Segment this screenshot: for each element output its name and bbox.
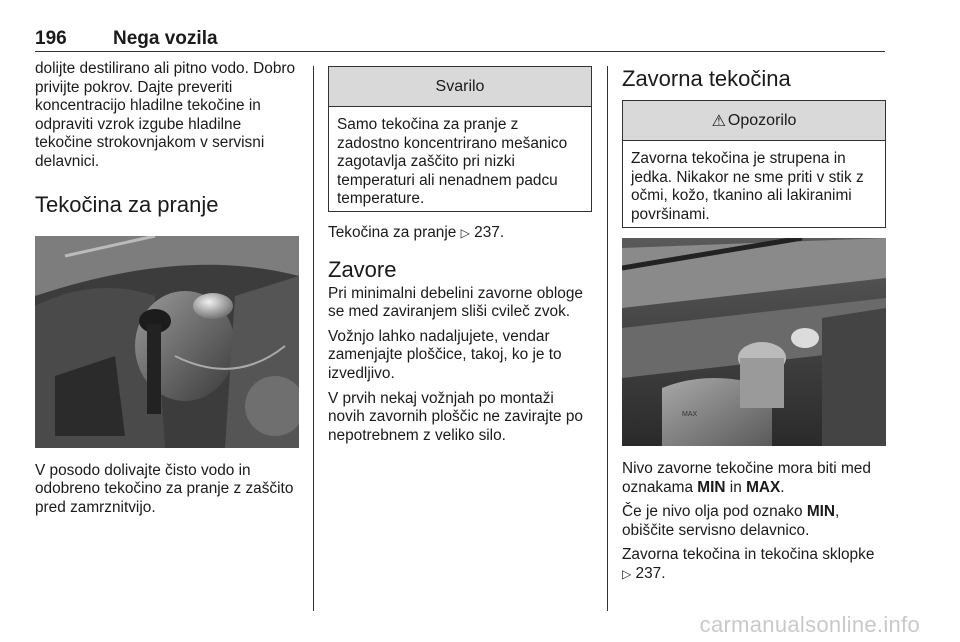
brake-fluid-low-text: Če je nivo olja pod oznako MIN, obiščite servisno delavnico.: [622, 503, 840, 539]
min-mark: MIN: [697, 478, 726, 496]
brakes-paragraph-1: Pri minimalni debelini zavorne obloge se med zaviranjem sliši cvileč zvok.: [328, 284, 583, 321]
max-mark: MAX: [746, 478, 781, 496]
washer-reservoir-photo: [35, 236, 299, 448]
brake-fluid-reference-page[interactable]: 237.: [635, 564, 666, 582]
column-divider-1: [313, 66, 314, 611]
watermark: carmanualsonline.info: [699, 612, 920, 637]
column-1: [35, 60, 300, 523]
column-2: [328, 66, 592, 451]
brake-fluid-level-text: Nivo zavorne tekočine mora biti med oznakama MIN in MAX.: [622, 460, 871, 496]
reservoir-max-label: MAX: [682, 411, 698, 418]
coolant-intro-text: dolijte destilirano ali pitno vodo. Dobro privijte pokrov. Dajte preveriti koncentracijo hladilne tekočine in odpraviti vzrok izgube hladilne tekočine strokovnjakom v servisni delavnici.: [35, 60, 296, 170]
min-mark-2: MIN: [806, 503, 836, 521]
caution-title: Svarilo: [329, 67, 591, 107]
caution-text: Samo tekočina za pranje z zadostno koncentrirano mešanico zagotavlja zaščito pri nizki temperaturi ali nenadnem padcu temperature.: [337, 116, 568, 208]
warning-header: [623, 101, 885, 141]
warning-triangle-icon: ⚠: [711, 112, 726, 130]
washer-fluid-heading: Tekočina za pranje: [35, 191, 219, 217]
brakes-paragraph-3: V prvih nekaj vožnjah po montaži novih zavornih ploščic ne zavirajte po nepotrebnem z veliko silo.: [328, 389, 583, 444]
chapter-title: Nega vozila: [113, 28, 218, 49]
caution-box: [328, 66, 592, 212]
washer-reference-page[interactable]: 237.: [474, 224, 505, 241]
washer-reference: Tekočina za pranje ▷ 237.: [328, 224, 505, 241]
brake-fluid-reference: Zavorna tekočina in tekočina sklopke ▷ 237.: [622, 546, 875, 582]
column-divider-2: [607, 66, 608, 611]
brake-fluid-reservoir-photo: [622, 238, 886, 446]
brakes-heading: Zavore: [328, 256, 397, 282]
washer-caption: V posodo dolivajte čisto vodo in odobreno tekočino za pranje z zaščito pred zamrznitvijo.: [35, 461, 294, 516]
page-header: [35, 28, 885, 52]
warning-box: [622, 100, 886, 228]
page-ref-arrow-icon: ▷: [460, 226, 470, 240]
brake-fluid-heading: Zavorna tekočina: [622, 66, 791, 91]
page-ref-arrow-icon: ▷: [622, 566, 632, 581]
column-3: [622, 66, 886, 590]
warning-title: Opozorilo: [727, 111, 797, 129]
warning-text: Zavorna tekočina je strupena in jedka. Nikakor ne sme priti v stik z očmi, kožo, tkanino ali lakiranimi površinami.: [631, 150, 864, 223]
brakes-paragraph-2: Vožnjo lahko nadaljujete, vendar zamenjajte ploščice, takoj, ko je to izvedljivo.: [328, 327, 562, 382]
page-number: 196: [35, 28, 67, 49]
